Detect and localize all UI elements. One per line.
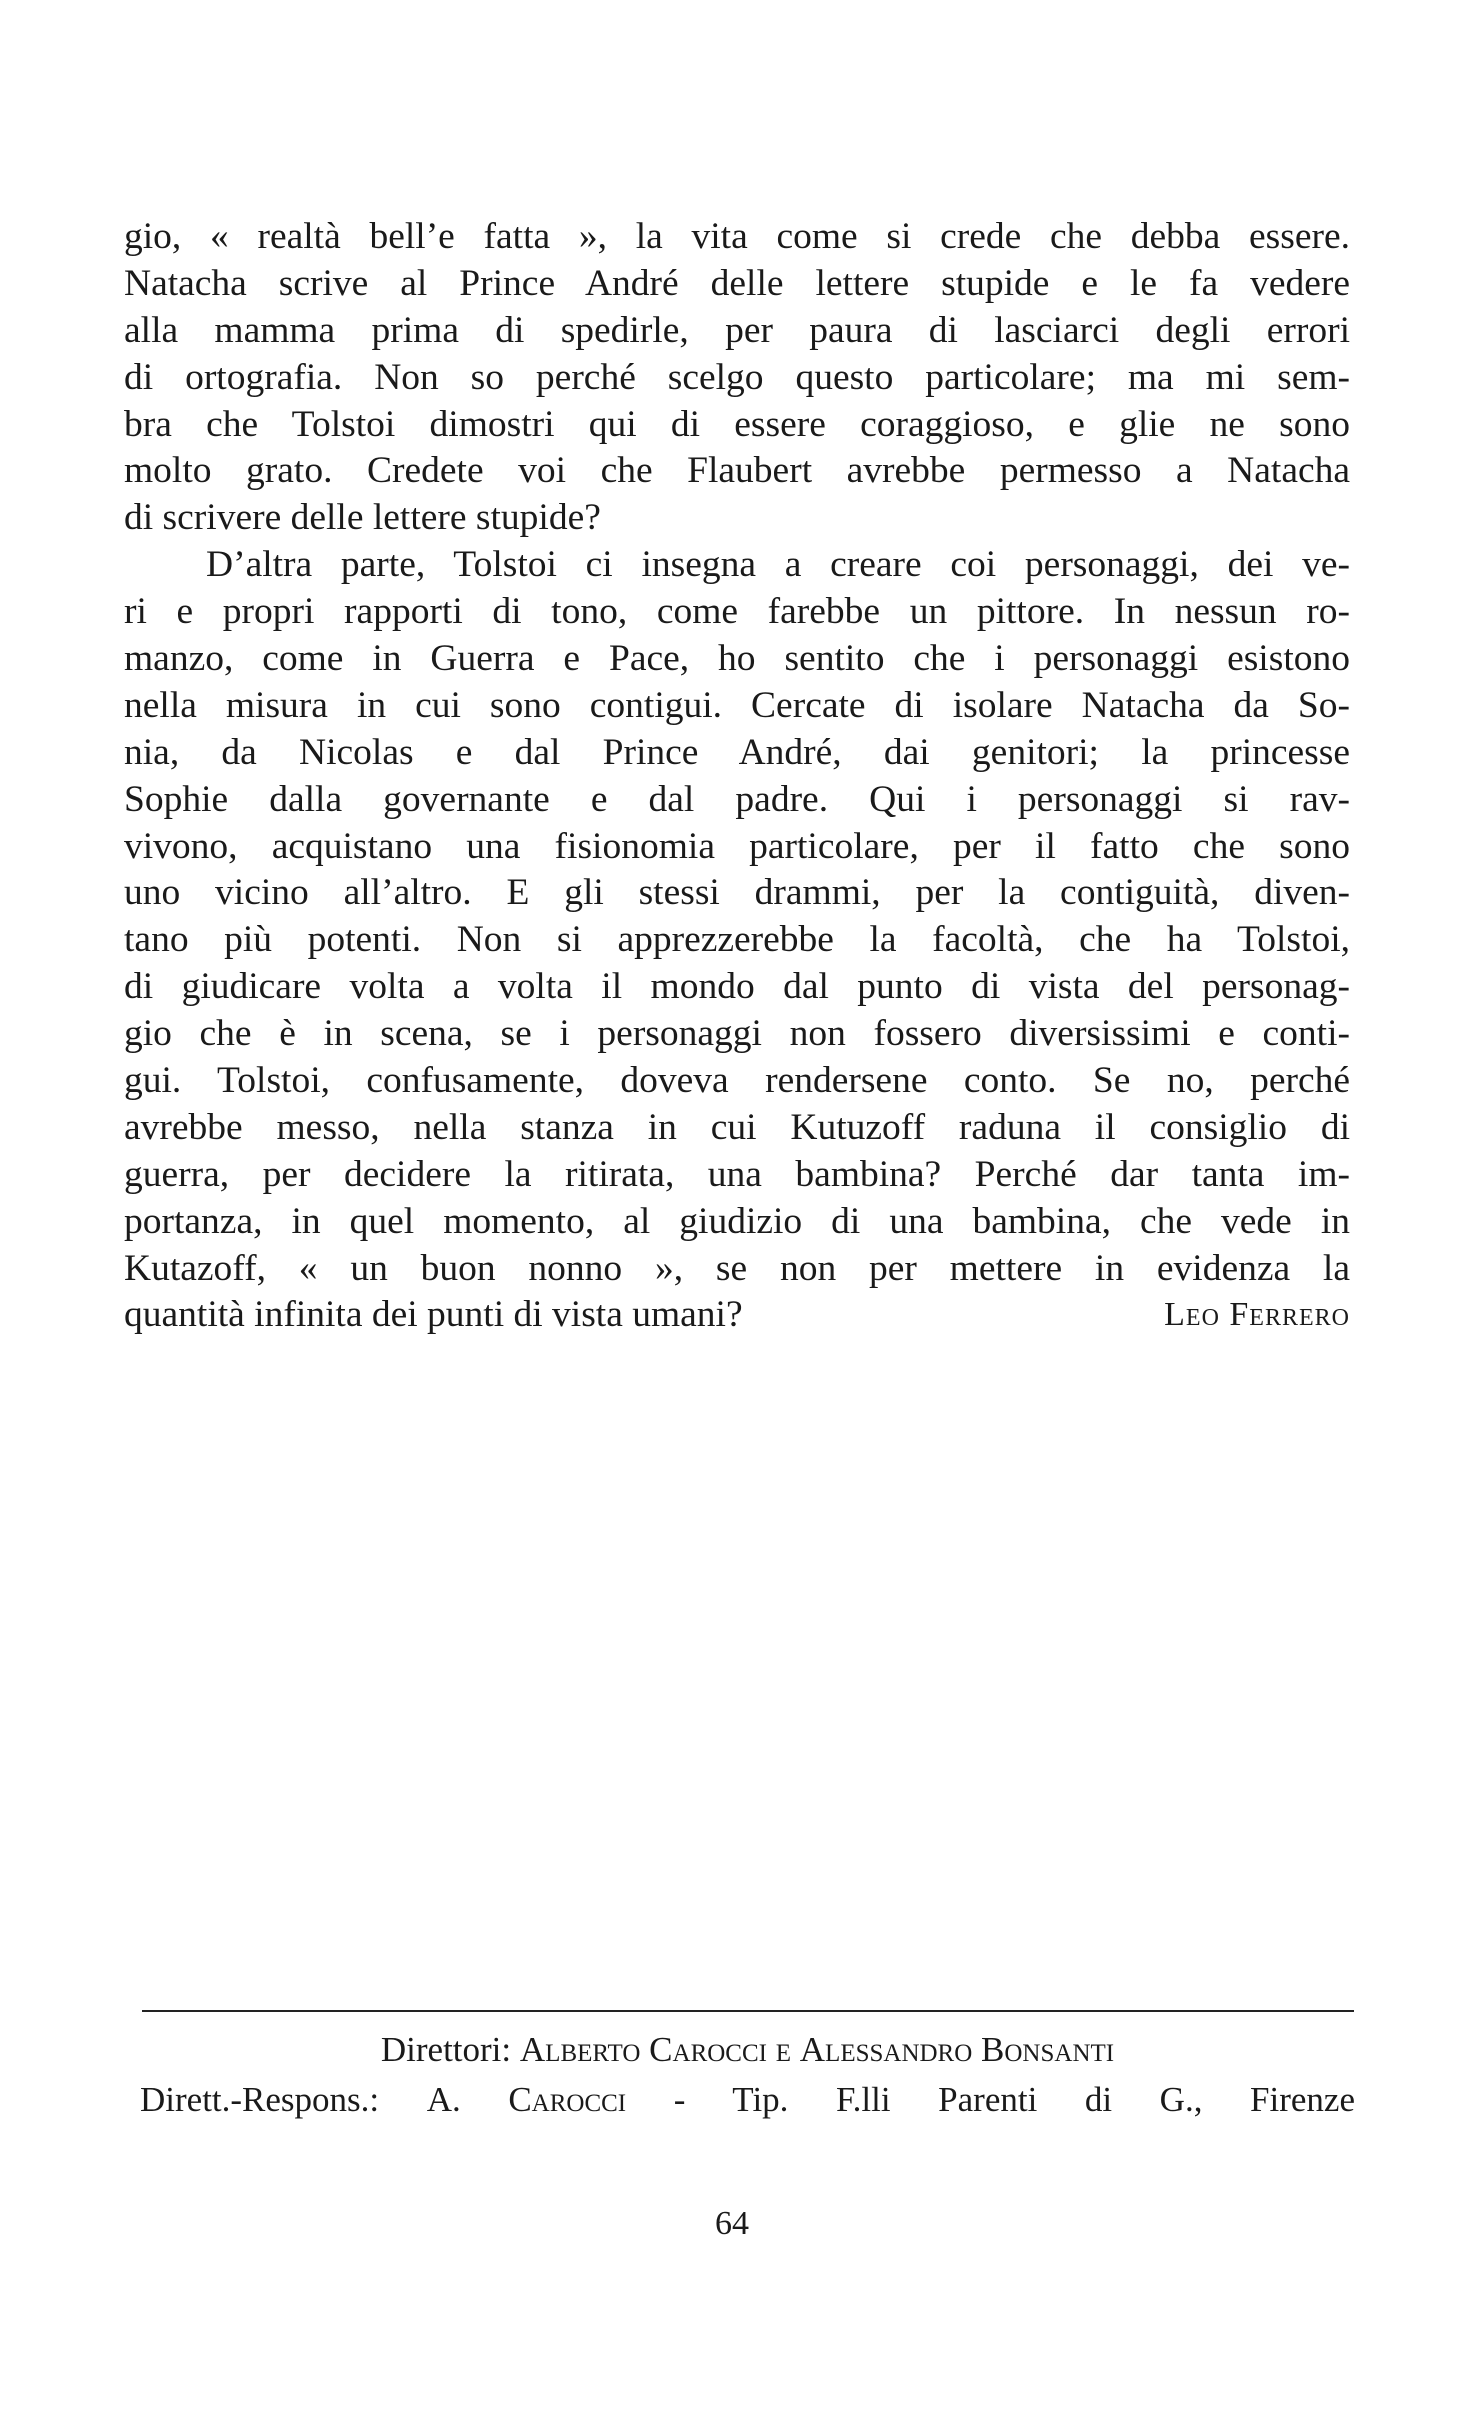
article-body (124, 214, 1350, 1339)
text-line: Natacha scrive al Prince André delle lettere stupide e le fa vedere (124, 262, 1350, 304)
text-line: nia, da Nicolas e dal Prince André, dai genitori; la princesse (124, 731, 1350, 773)
directors-label: Direttori: (380, 2030, 512, 2069)
text-line: manzo, come in Guerra e Pace, ho sentito che i personaggi esistono (124, 638, 1350, 680)
text-line: avrebbe messo, nella stanza in cui Kutuzoff raduna il consiglio di (124, 1106, 1350, 1148)
director-name: Alberto Carocci (519, 2030, 767, 2069)
author-signature: Leo Ferrero (1164, 1296, 1350, 1333)
imprint-responsible (140, 2080, 1355, 2120)
responsible-label: Dirett.-Respons.: (140, 2080, 380, 2119)
text-line: gio, « realtà bell’e fatta », la vita come si crede che debba essere. (124, 216, 1350, 257)
text-line: di giudicare volta a volta il mondo dal punto di vista del personag- (124, 966, 1350, 1008)
conjunction: e (775, 2030, 792, 2069)
text-line: gio che è in scena, se i personaggi non fossero diversissimi e conti- (124, 1013, 1350, 1055)
text-line: Sophie dalla governante e dal padre. Qui i personaggi si rav- (124, 778, 1350, 820)
text-line: uno vicino all’altro. E gli stessi drammi, per la contiguità, diven- (124, 872, 1350, 914)
text-line: ri e propri rapporti di tono, come farebbe un pittore. In nessun ro- (124, 591, 1350, 633)
text-line: molto grato. Credete voi che Flaubert avrebbe permesso a Natacha (124, 450, 1350, 492)
text-line: bra che Tolstoi dimostri qui di essere coraggioso, e glie ne sono (124, 403, 1350, 445)
text-line: quantità infinita dei punti di vista umani? (124, 1294, 743, 1336)
paragraph-start-line: D’altra parte, Tolstoi ci insegna a creare coi personaggi, dei ve- (206, 544, 1350, 586)
text-line: di ortografia. Non so perché scelgo questo particolare; ma mi sem- (124, 356, 1350, 398)
text-line: alla mamma prima di spedirle, per paura di lasciarci degli errori (124, 309, 1350, 351)
text-line: tano più potenti. Non si apprezzerebbe la facoltà, che ha Tolstoi, (124, 919, 1350, 961)
responsible-name: A. Carocci (426, 2080, 627, 2119)
text-line: gui. Tolstoi, confusamente, doveva rendersene conto. Se no, perché (124, 1060, 1350, 1102)
page-number: 64 (715, 2205, 749, 2242)
text-line: nella misura in cui sono contigui. Cercate di isolare Natacha da So- (124, 684, 1350, 726)
text-line: vivono, acquistano una fisionomia particolare, per il fatto che sono (124, 825, 1350, 867)
footer-divider (142, 2010, 1354, 2012)
text-line: guerra, per decidere la ritirata, una bambina? Perché dar tanta im- (124, 1153, 1350, 1195)
text-line: portanza, in quel momento, al giudizio di una bambina, che vede in (124, 1200, 1350, 1242)
imprint-directors (140, 2030, 1355, 2070)
printer-info: - Tip. F.lli Parenti di G., Firenze (673, 2080, 1355, 2119)
text-line: di scrivere delle lettere stupide? (124, 497, 601, 539)
text-line: Kutazoff, « un buon nonno », se non per mettere in evidenza la (124, 1247, 1350, 1289)
director-name: Alessandro Bonsanti (799, 2030, 1115, 2069)
